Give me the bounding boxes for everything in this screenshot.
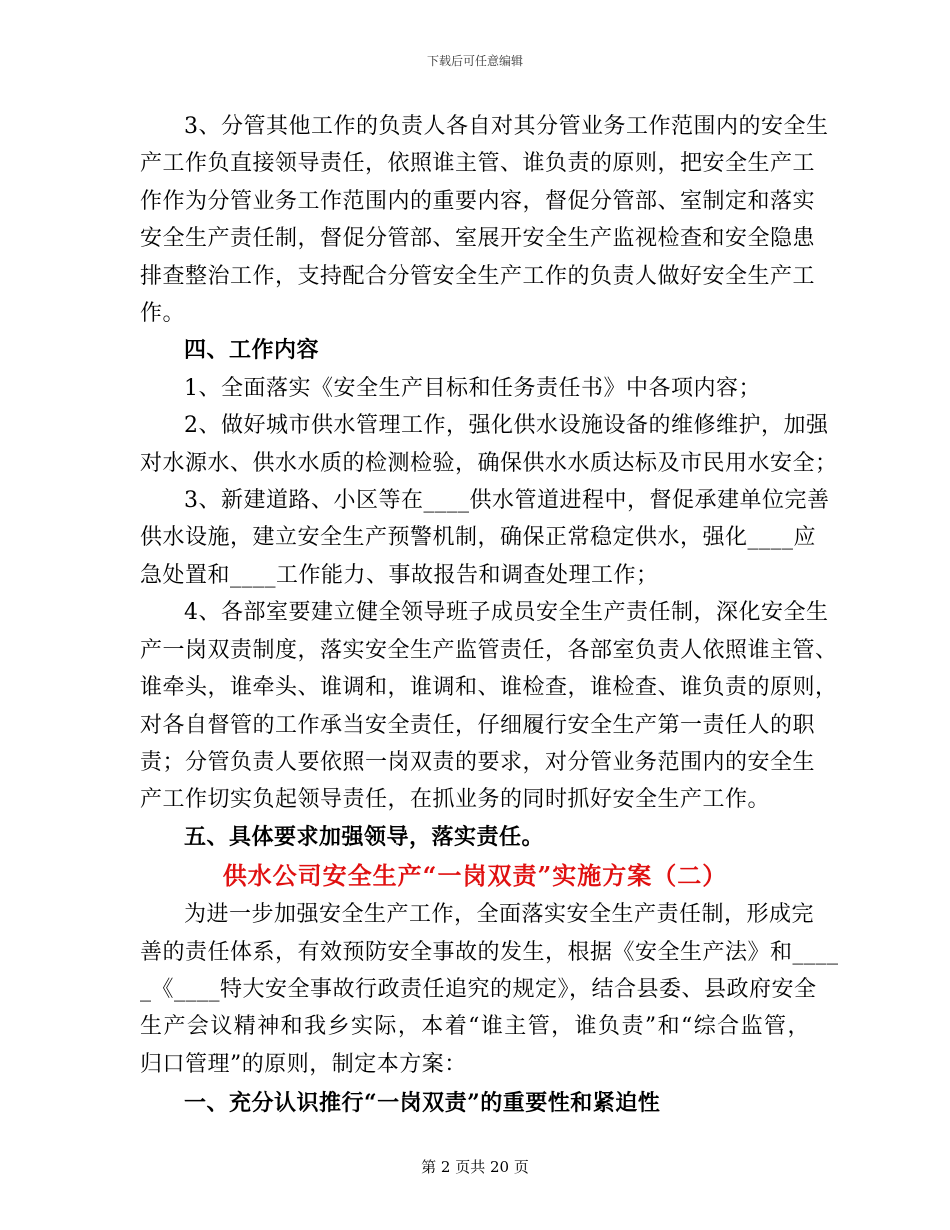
heading-work-content: 四、工作内容 [184,337,320,364]
text-line: 供水设施，建立安全生产预警机制，确保正常稳定供水，强化____应 [140,525,817,551]
page-number: 第 2 页共 20 页 [421,1158,529,1176]
page-header-note: 下载后可任意编辑 [426,54,523,68]
document-body [140,108,839,1123]
text-line: 作。 [140,301,186,327]
item-4 [140,594,838,818]
text-line: 作作为分管业务工作范围内的重要内容，督促分管部、室制定和落实 [140,188,816,214]
text-line: 归口管理”的原则，制定本方案： [140,1051,467,1077]
text-line: 3、分管其他工作的负责人各自对其分管业务工作范围内的安全生 [184,114,829,139]
text-line: 责；分管负责人要依照一岗双责的要求，对分管业务范围内的安全生 [140,749,816,775]
text-line: _《____特大安全事故行政责任追究的规定》，结合县委、县政府安全 [140,976,817,1002]
text-line: 排查整治工作，支持配合分管安全生产工作的负责人做好安全生产工 [140,263,816,289]
plan-title: 供水公司安全生产“一岗双责”实施方案（二） [222,861,728,891]
item-3 [140,482,830,594]
intro-paragraph [140,896,839,1083]
text-line: 产一岗双责制度，落实安全生产监管责任，各部室负责人依照谁主管、 [140,637,838,663]
heading-specific-requirements: 五、具体要求加强领导，落实责任。 [184,823,545,850]
text-line: 4、各部室要建立健全领导班子成员安全生产责任制，深化安全生 [184,600,829,626]
text-line: 善的责任体系，有效预防安全事故的发生，根据《安全生产法》和____ [140,939,839,965]
text-line: 2、做好城市供水管理工作，强化供水设施设备的维修维护，加强 [184,413,829,439]
text-line: 对各自督管的工作承当安全责任，仔细履行安全生产第一责任人的职 [140,712,816,738]
text-line: 为进一步加强安全生产工作，全面落实安全生产责任制，形成完 [184,902,815,928]
text-line: 急处置和____工作能力、事故报告和调查处理工作； [140,562,659,588]
text-line: 对水源水、供水水质的检测检验，确保供水水质达标及市民用水安全； [140,450,838,476]
text-line: 3、新建道路、小区等在____供水管道进程中，督促承建单位完善 [184,488,830,514]
heading-importance: 一、充分认识推行“一岗双责”的重要性和紧迫性 [184,1090,661,1117]
item-1: 1、全面落实《安全生产目标和任务责任书》中各项内容； [184,375,761,401]
text-line: 产工作负直接领导责任，依照谁主管、谁负责的原则，把安全生产工 [140,151,816,177]
text-line: 安全生产责任制，督促分管部、室展开安全生产监视检查和安全隐患 [140,226,816,252]
text-line: 谁牵头，谁牵头、谁调和，谁调和、谁检查，谁检查、谁负责的原则， [140,675,838,701]
text-line: 产工作切实负起领导责任，在抓业务的同时抓好安全生产工作。 [140,787,771,813]
item-2 [140,407,838,482]
text-line: 生产会议精神和我乡实际，本着“谁主管，谁负责”和“综合监管， [140,1014,810,1040]
paragraph-responsibility-3 [140,108,829,332]
